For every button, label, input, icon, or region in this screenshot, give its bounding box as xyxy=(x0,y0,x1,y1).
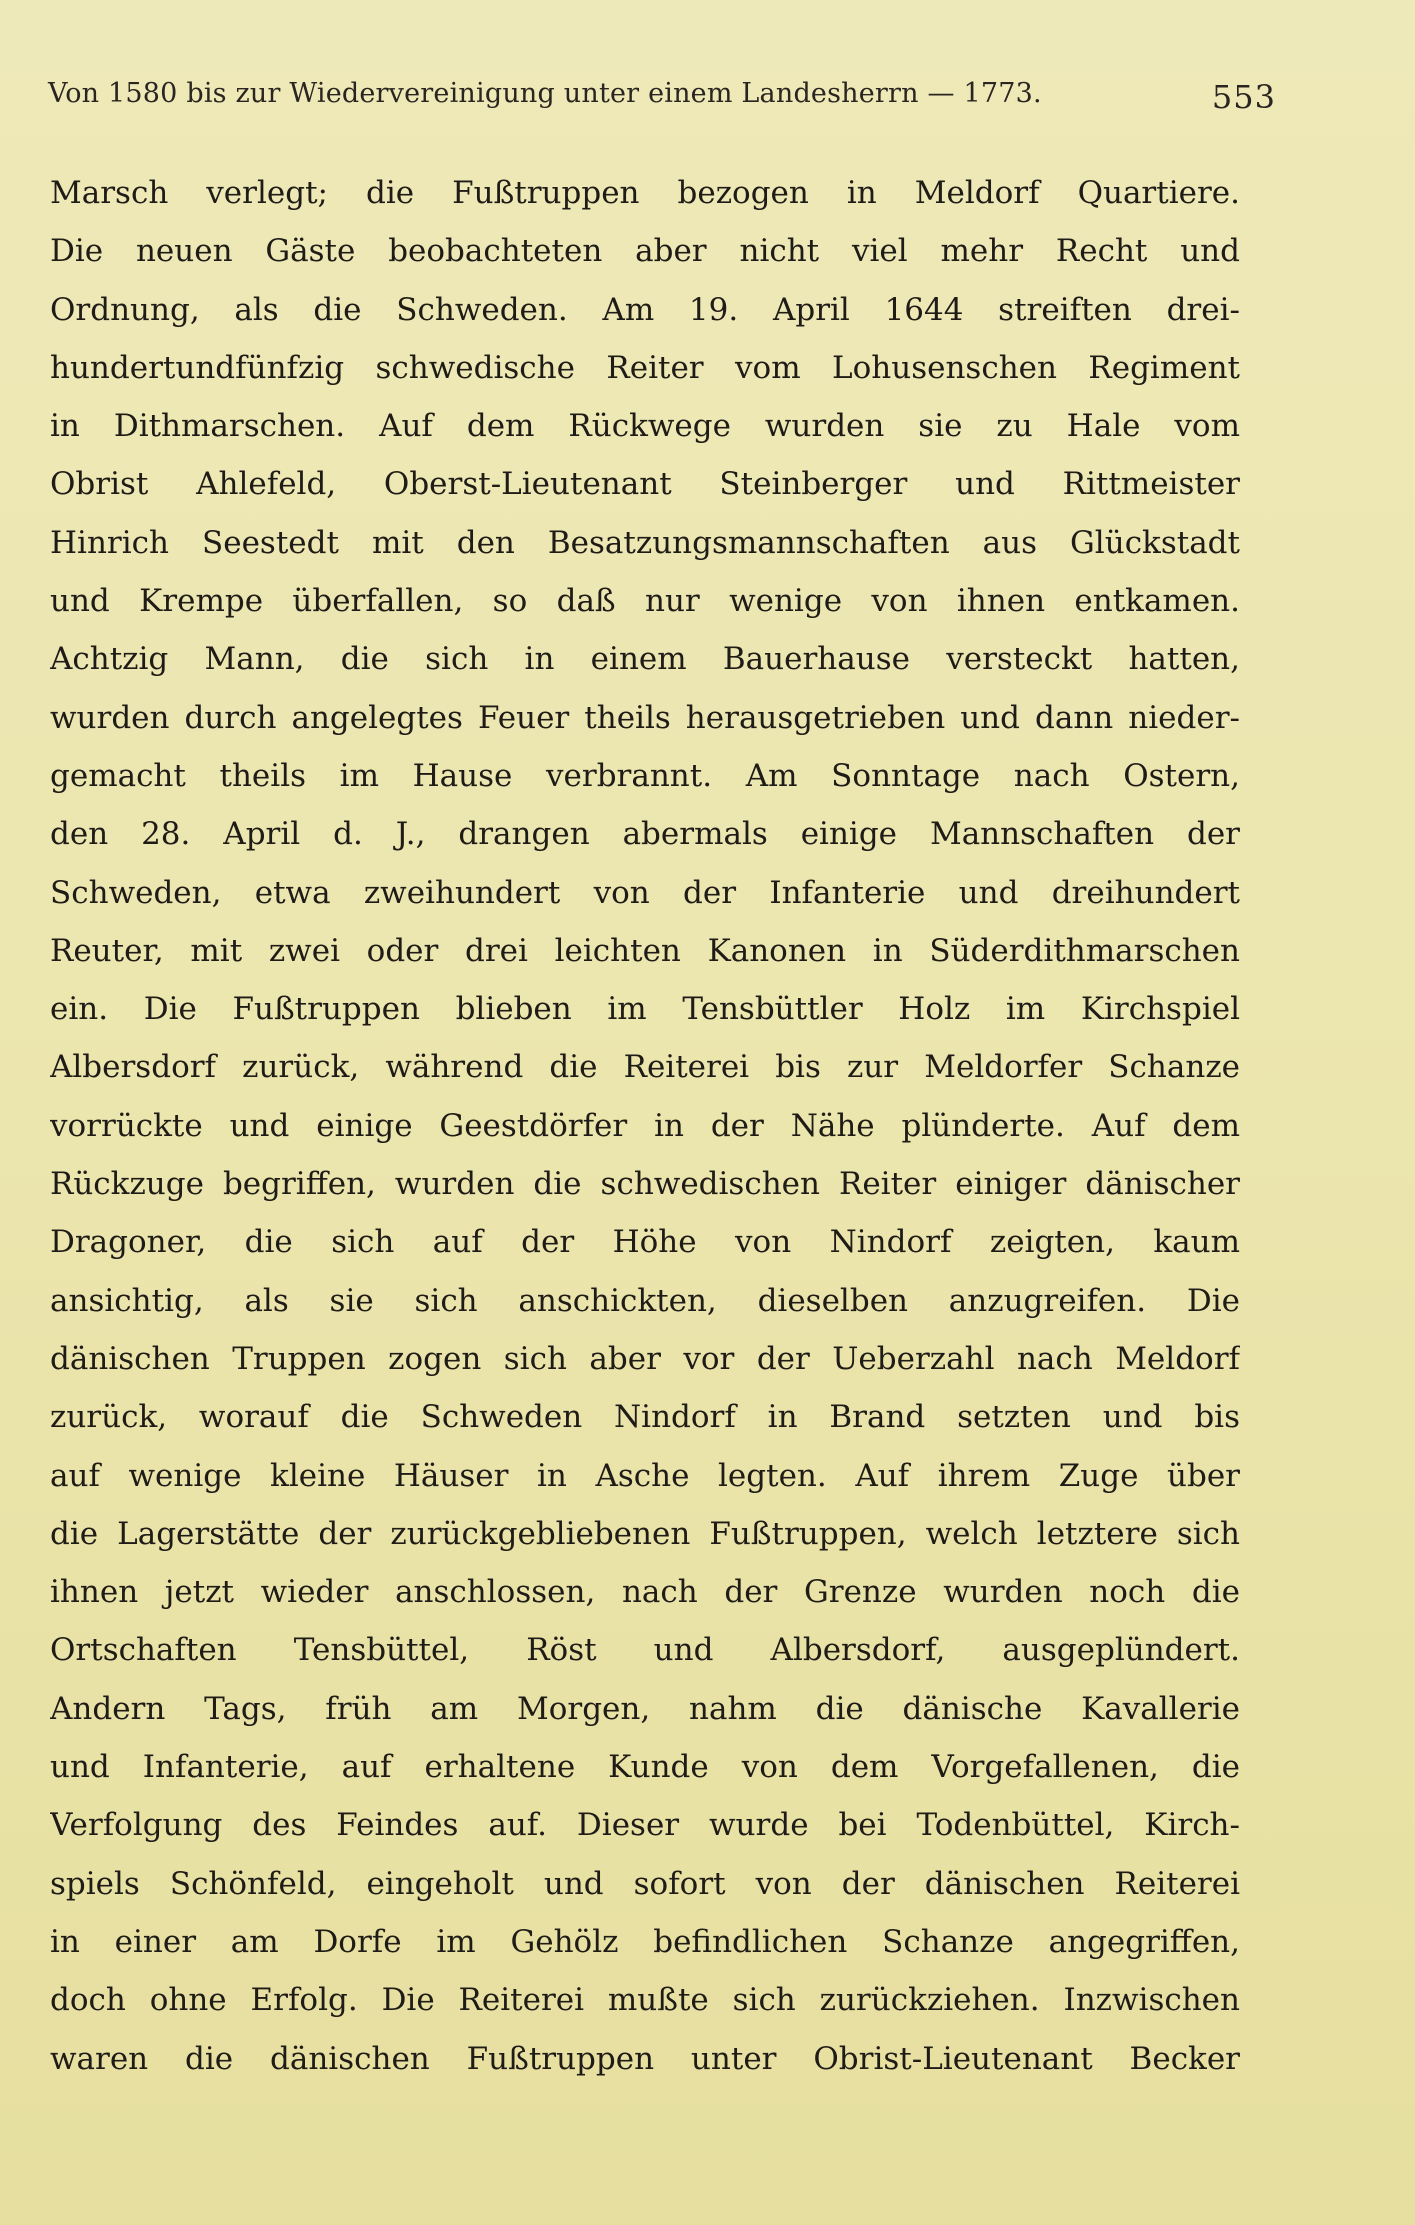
text-line: Ortschaften Tensbüttel, Röst und Albersdorf, ausgeplündert. xyxy=(50,1632,1240,1669)
text-line: Ordnung, als die Schweden. Am 19. April 1644 streiften drei- xyxy=(50,291,1240,328)
text-line: spiels Schönfeld, eingeholt und sofort von der dänischen Reiterei xyxy=(50,1865,1240,1902)
text-line: Achtzig Mann, die sich in einem Bauerhause versteckt hatten, xyxy=(50,641,1240,678)
text-line: und Infanterie, auf erhaltene Kunde von dem Vorgefallenen, die xyxy=(50,1749,1240,1786)
text-line: Reuter, mit zwei oder drei leichten Kanonen in Süderdithmarschen xyxy=(50,932,1240,969)
text-line: dänischen Truppen zogen sich aber vor der Ueberzahl nach Meldorf xyxy=(50,1340,1240,1377)
text-line: Andern Tags, früh am Morgen, nahm die dänische Kavallerie xyxy=(50,1690,1240,1727)
page-header xyxy=(48,78,1276,116)
text-line: zurück, worauf die Schweden Nindorf in Brand setzten und bis xyxy=(50,1399,1240,1436)
text-line: auf wenige kleine Häuser in Asche legten. Auf ihrem Zuge über xyxy=(50,1457,1240,1494)
text-line: Marsch verlegt; die Fußtruppen bezogen in Meldorf Quartiere. xyxy=(50,175,1240,211)
text-line: ansichtig, als sie sich anschickten, dieselben anzugreifen. Die xyxy=(50,1282,1240,1319)
text-line: Dragoner, die sich auf der Höhe von Nindorf zeigten, kaum xyxy=(50,1224,1240,1261)
page-number: 553 xyxy=(1211,78,1276,116)
text-line: wurden durch angelegtes Feuer theils herausgetrieben und dann nieder- xyxy=(50,699,1240,736)
running-head: Von 1580 bis zur Wiedervereinigung unter einem Landesherrn — 1773. xyxy=(48,78,1042,109)
text-line: Rückzuge begriffen, wurden die schwedischen Reiter einiger dänischer xyxy=(50,1166,1240,1203)
text-line: Albersdorf zurück, während die Reiterei bis zur Meldorfer Schanze xyxy=(50,1049,1240,1086)
text-line: in einer am Dorfe im Gehölz befindlichen Schanze angegriffen, xyxy=(50,1923,1240,1960)
text-line: gemacht theils im Hause verbrannt. Am Sonntage nach Ostern, xyxy=(50,757,1240,794)
text-line: doch ohne Erfolg. Die Reiterei mußte sich zurückziehen. Inzwischen xyxy=(50,1982,1240,2019)
text-line: die Lagerstätte der zurückgebliebenen Fußtruppen, welch letztere sich xyxy=(50,1515,1240,1552)
text-line: Die neuen Gäste beobachteten aber nicht viel mehr Recht und xyxy=(50,233,1240,270)
text-line: in Dithmarschen. Auf dem Rückwege wurden sie zu Hale vom xyxy=(50,408,1240,445)
text-line: waren die dänischen Fußtruppen unter Obrist-Lieutenant Becker xyxy=(50,2040,1240,2077)
text-line: den 28. April d. J., drangen abermals einige Mannschaften der xyxy=(50,816,1240,853)
text-line: Obrist Ahlefeld, Oberst-Lieutenant Steinberger und Rittmeister xyxy=(50,466,1240,503)
body-text xyxy=(50,164,1240,2088)
text-line: Verfolgung des Feindes auf. Dieser wurde bei Todenbüttel, Kirch- xyxy=(50,1807,1240,1844)
text-line: ein. Die Fußtruppen blieben im Tensbüttler Holz im Kirchspiel xyxy=(50,991,1240,1028)
text-line: Schweden, etwa zweihundert von der Infanterie und dreihundert xyxy=(50,874,1240,911)
text-line: hundertundfünfzig schwedische Reiter vom Lohusenschen Regiment xyxy=(50,349,1240,386)
text-line: vorrückte und einige Geestdörfer in der Nähe plünderte. Auf dem xyxy=(50,1107,1240,1144)
text-line: Hinrich Seestedt mit den Besatzungsmannschaften aus Glückstadt xyxy=(50,524,1240,561)
text-line: ihnen jetzt wieder anschlossen, nach der Grenze wurden noch die xyxy=(50,1574,1240,1611)
text-line: und Krempe überfallen, so daß nur wenige von ihnen entkamen. xyxy=(50,583,1240,620)
